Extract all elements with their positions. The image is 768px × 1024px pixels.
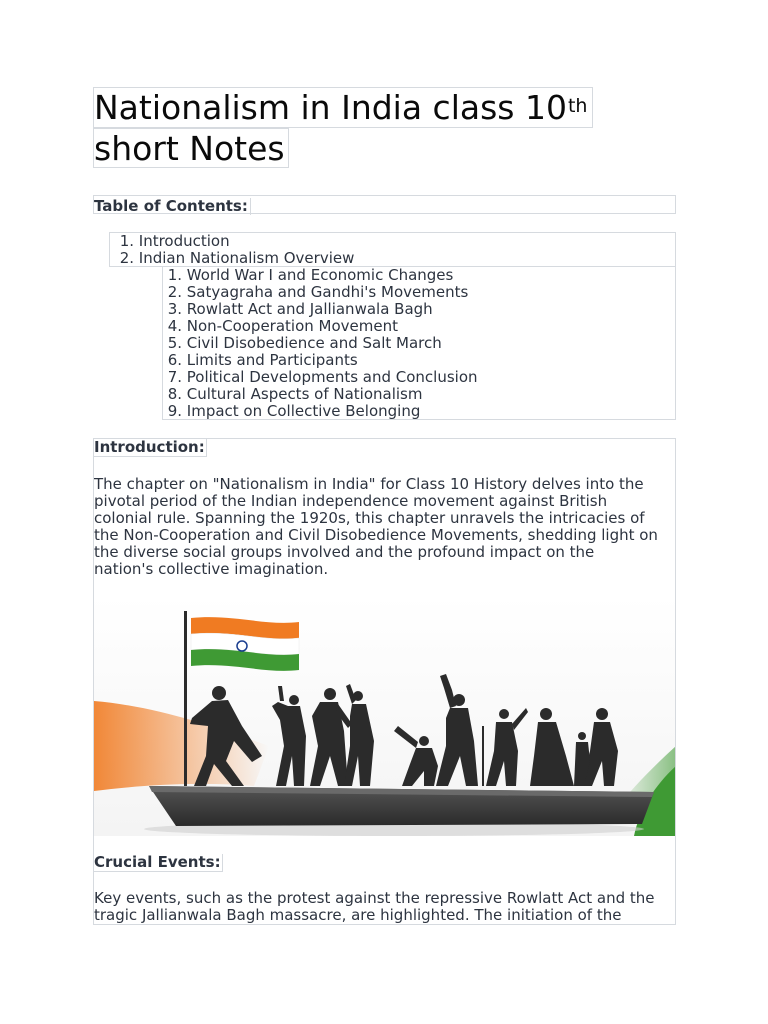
toc-subitem[interactable] <box>159 403 420 420</box>
toc-subitem-number: 4. <box>167 317 182 335</box>
toc-heading: Table of Contents: <box>94 198 251 215</box>
toc-heading-row <box>93 195 676 214</box>
toc-subitem-number: 5. <box>167 334 182 352</box>
toc-subitem-label: Cultural Aspects of Nationalism <box>186 385 423 403</box>
toc-subitem-number: 6. <box>167 351 182 369</box>
toc-subitem[interactable] <box>159 301 433 318</box>
toc-item-number: 1. <box>119 232 134 250</box>
introduction-paragraph <box>94 476 676 578</box>
toc-list <box>109 232 676 267</box>
toc-item[interactable] <box>111 233 230 250</box>
toc-subitem-label: Limits and Participants <box>186 351 358 369</box>
title-text: Nationalism in India class 10 <box>94 88 567 127</box>
crucial-events-paragraph <box>94 890 676 924</box>
toc-subitem[interactable] <box>159 318 398 335</box>
toc-subitem-number: 7. <box>167 368 182 386</box>
paragraph-line: the diverse social groups involved and the profound impact on the <box>94 543 595 561</box>
crucial-events-heading: Crucial Events: <box>94 853 221 871</box>
toc-subitem-label: Satyagraha and Gandhi's Movements <box>186 283 469 301</box>
toc-subitem[interactable] <box>159 284 468 301</box>
freedom-struggle-illustration <box>94 596 676 836</box>
article-body <box>93 438 676 925</box>
paragraph-line: The chapter on "Nationalism in India" for Class 10 History delves into the <box>94 475 644 493</box>
toc-subitem-label: Civil Disobedience and Salt March <box>186 334 442 352</box>
toc-item-number: 2. <box>119 249 134 267</box>
toc-subitem[interactable] <box>159 267 453 284</box>
toc-item-label: Introduction <box>138 232 230 250</box>
page-title-line-2 <box>93 128 289 168</box>
toc-subitem-label: World War I and Economic Changes <box>186 266 454 284</box>
page-title-line-1 <box>93 87 593 128</box>
paragraph-line: nation's collective imagination. <box>94 560 329 578</box>
paragraph-line: Key events, such as the protest against the repressive Rowlatt Act and the <box>94 889 655 907</box>
paragraph-line: colonial rule. Spanning the 1920s, this chapter unravels the intricacies of <box>94 509 645 527</box>
toc-subitem-number: 2. <box>167 283 182 301</box>
introduction-heading: Introduction: <box>94 438 205 456</box>
paragraph-line: tragic Jallianwala Bagh massacre, are highlighted. The initiation of the <box>94 906 622 924</box>
toc-subitem-label: Impact on Collective Belonging <box>186 402 421 420</box>
toc-sublist <box>162 266 676 420</box>
toc-item-label: Indian Nationalism Overview <box>138 249 355 267</box>
toc-subitem-number: 9. <box>167 402 182 420</box>
toc-subitem[interactable] <box>159 386 422 403</box>
toc-subitem-label: Rowlatt Act and Jallianwala Bagh <box>186 300 433 318</box>
toc-subitem-label: Political Developments and Conclusion <box>186 368 478 386</box>
toc-subitem-number: 8. <box>167 385 182 403</box>
title-superscript: th <box>567 95 588 117</box>
title-text-2: short Notes <box>94 129 285 168</box>
toc-subitem[interactable] <box>159 352 358 369</box>
toc-subitem-number: 1. <box>167 266 182 284</box>
toc-subitem-number: 3. <box>167 300 182 318</box>
toc-item[interactable] <box>111 250 354 267</box>
toc-subitem-label: Non-Cooperation Movement <box>186 317 398 335</box>
toc-subitem[interactable] <box>159 335 442 352</box>
paragraph-line: the Non-Cooperation and Civil Disobedience Movements, shedding light on <box>94 526 658 544</box>
toc-subitem[interactable] <box>159 369 478 386</box>
paragraph-line: pivotal period of the Indian independence movement against British <box>94 492 608 510</box>
